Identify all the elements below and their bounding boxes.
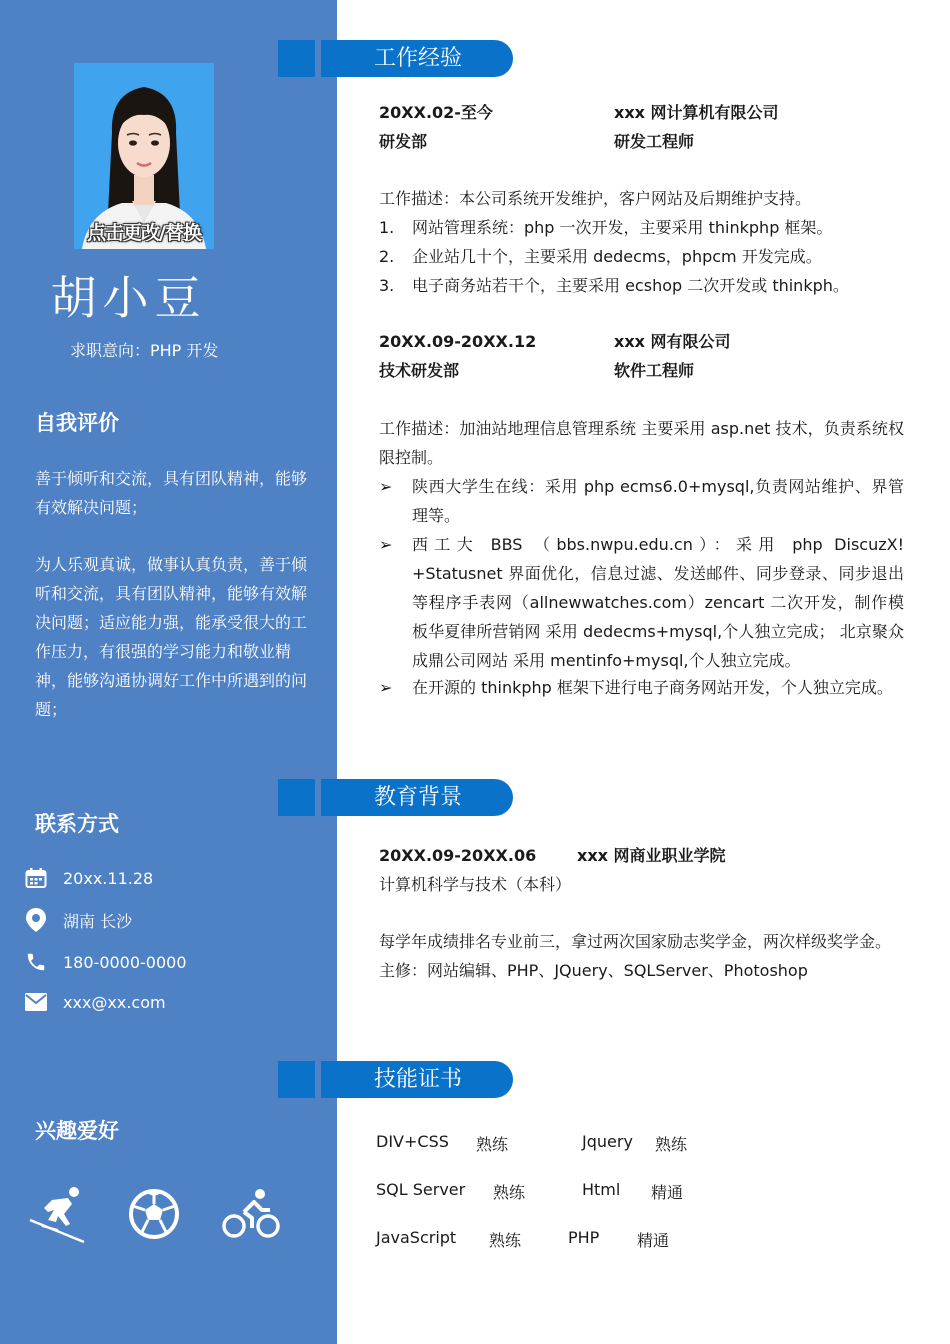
calendar-icon	[24, 866, 48, 890]
location-pin-icon	[24, 908, 48, 932]
self-eval-p2: 为人乐观真诚，做事认真负责，善于倾听和交流，具有团队精神，能够有效解决问题；适应能力强，能承受很大的工作压力，有很强的学习能力和敬业精神，能够沟通协调好工作中所遇到的问题；	[35, 555, 308, 719]
work-heading: 工作经验	[321, 40, 513, 77]
self-eval-heading: 自我评价	[35, 411, 119, 435]
person-name: 胡小豆	[50, 271, 207, 325]
list-item: 2. 企业站几十个，主要采用 dedecms，phpcm 开发完成。	[379, 247, 822, 266]
phone-text: 180-0000-0000	[63, 952, 187, 972]
job2-title: 软件工程师	[614, 361, 695, 380]
job2-desc: 工作描述：加油站地理信息管理系统 主要采用 asp.net 技术，负责系统权限控制。	[379, 419, 904, 467]
skill-name: SQL Server	[376, 1180, 466, 1199]
self-eval-p1: 善于倾听和交流，具有团队精神，能够有效解决问题；	[35, 469, 308, 517]
birth-text: 20xx.11.28	[63, 868, 154, 888]
skill-name: Jquery	[582, 1132, 633, 1151]
skiing-icon	[28, 1184, 88, 1244]
edu-awards: 每学年成绩排名专业前三，拿过两次国家励志奖学金，两次样级奖学金。	[379, 932, 892, 951]
location-text: 湖南 长沙	[63, 911, 133, 931]
job1-date: 20XX.02-至今	[379, 103, 493, 122]
contact-phone	[24, 948, 187, 976]
skill-name: Html	[582, 1180, 621, 1199]
skills-heading: 技能证书	[321, 1061, 513, 1098]
skill-name: JavaScript	[376, 1228, 457, 1247]
header-square	[278, 779, 315, 816]
contact-location	[24, 906, 132, 934]
hobby-heading: 兴趣爱好	[35, 1119, 119, 1143]
job2-date: 20XX.09-20XX.12	[379, 332, 537, 351]
skill-name: PHP	[568, 1228, 600, 1247]
list-item: 1. 网站管理系统：php 一次开发，主要采用 thinkphp 框架。	[379, 218, 833, 237]
cycling-icon	[222, 1184, 282, 1244]
edu-date: 20XX.09-20XX.06	[379, 846, 537, 865]
education-heading: 教育背景	[321, 779, 513, 816]
profile-photo[interactable]	[74, 63, 214, 249]
skill-level: 熟练	[493, 1183, 526, 1202]
job1-dept: 研发部	[379, 132, 428, 151]
skill-level: 熟练	[489, 1231, 522, 1250]
email-icon	[24, 990, 48, 1014]
job1-title: 研发工程师	[614, 132, 695, 151]
header-square	[278, 1061, 315, 1098]
edu-courses: 主修：网站编辑、PHP、JQuery、SQLServer、Photoshop	[379, 961, 808, 980]
skill-level: 精通	[637, 1231, 670, 1250]
edu-school: xxx 网商业职业学院	[577, 846, 726, 865]
phone-icon	[24, 950, 48, 974]
hobby-icons	[28, 1184, 288, 1244]
list-item: ➢ 西工大 BBS （bbs.nwpu.edu.cn）：采用 php DiscuzX! +Statusnet 界面优化，信息过滤、发送邮件、同步登录、同步退出等程序手表网（allnewwatches.com）zencart 二次开发，制作模板华夏律所营销网 采用 dedecms+mysql,个人独立完成； 北京聚众成鼎公司网站 采用 mentinfo+mysql,个人独立完成。	[379, 535, 904, 670]
contact-birth	[24, 864, 153, 892]
list-item: ➢ 陕西大学生在线：采用 php ecms6.0+mysql,负责网站维护、界管理等。	[379, 477, 904, 525]
replace-photo-button[interactable]: 点击更改/替换	[87, 222, 201, 244]
skill-name: DIV+CSS	[376, 1132, 449, 1151]
job-intent: 求职意向：PHP 开发	[70, 341, 219, 360]
job2-company: xxx 网有限公司	[614, 332, 731, 351]
contact-heading: 联系方式	[35, 812, 119, 836]
edu-major: 计算机科学与技术（本科）	[379, 875, 572, 894]
list-item: ➢ 在开源的 thinkphp 框架下进行电子商务网站开发，个人独立完成。	[379, 678, 893, 697]
skill-level: 熟练	[655, 1135, 688, 1154]
job1-desc: 工作描述：本公司系统开发维护，客户网站及后期维护支持。	[379, 189, 812, 208]
list-item: 3. 电子商务站若干个，主要采用 ecshop 二次开发或 thinkph。	[379, 276, 849, 295]
skill-level: 精通	[651, 1183, 684, 1202]
email-text: xxx@xx.com	[63, 992, 166, 1012]
header-square	[278, 40, 315, 77]
skill-level: 熟练	[476, 1135, 509, 1154]
soccer-ball-icon	[126, 1184, 186, 1244]
job1-company: xxx 网计算机有限公司	[614, 103, 779, 122]
contact-email	[24, 988, 166, 1016]
job2-dept: 技术研发部	[379, 361, 460, 380]
